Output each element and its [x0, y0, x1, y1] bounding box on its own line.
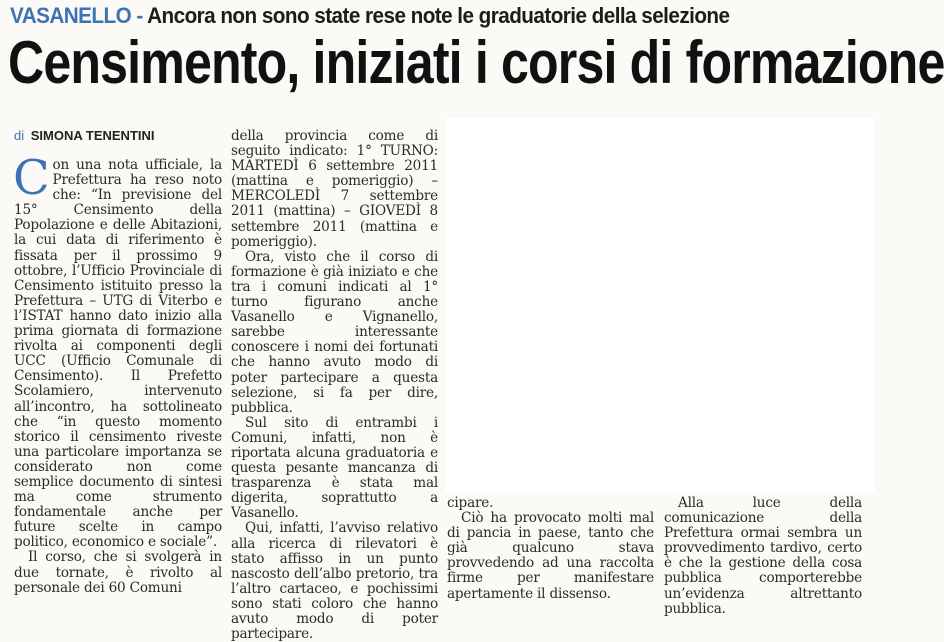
- article-column-3: [447, 496, 654, 606]
- byline-prefix: di: [14, 128, 25, 143]
- kicker-text: Ancora non sono state rese note le graduatorie della selezione: [147, 3, 730, 28]
- location-label: VASANELLO -: [10, 3, 143, 28]
- paragraph: [13, 150, 222, 551]
- article-column-4: [664, 495, 862, 617]
- paragraph: cipare.: [447, 495, 494, 511]
- paragraph: Sul sito di entrambi i Comuni, infatti, non è riportata alcuna graduatoria e questa pesante mancanza di trasparenza è stata mal digerita, soprattutto a Vasanello.: [231, 414, 438, 522]
- paragraph: Ora, visto che il corso di formazione è già iniziato e che tra i comuni indicati al 1° turno figurano anche Vasanello e Vignanello, sarebbe interessante conoscere i nomi dei fortunati che hanno avuto modo di poter partecipare a questa selezione, si fa per dire, pubblica.: [231, 248, 438, 416]
- article-column-1: [13, 150, 222, 608]
- drop-cap: C: [13, 150, 50, 206]
- headline: Censimento, iniziati i corsi di formazione: [8, 29, 944, 96]
- paragraph: Alla luce della comunicazione della Prefettura ormai sembra un provvedimento tardivo, certo è che la gestione della cosa pubblica comporterebbe un’evidenza altrettanto pubblica.: [664, 495, 862, 617]
- paragraph: Il corso, che si svolgerà in due tornate, è rivolto al personale dei 60 Comuni: [14, 549, 222, 596]
- paragraph: Ciò ha provocato molti mal di pancia in paese, tanto che già qualcuno stava provvedendo ad una raccolta firme per manifestare apertamente il dissenso.: [447, 510, 654, 602]
- byline: [14, 128, 155, 143]
- paragraph: della provincia come di seguito indicato: 1° TURNO: MARTEDÌ 6 settembre 2011 (mattina e pomeriggio) – MERCOLEDÌ 7 settembre 2011 (mattina) – GIOVEDÌ 8 settembre 2011 (mattina e pomeriggio).: [231, 128, 438, 250]
- byline-author: SIMONA TENENTINI: [30, 128, 155, 143]
- article-column-2: [231, 128, 438, 642]
- kicker-line: [10, 3, 801, 31]
- blank-area: [445, 118, 875, 492]
- paragraph-text: on una nota ufficiale, la Prefettura ha reso noto che: “In previsione del 15° Censimento della Popolazione e delle Abitazioni, la cui data di riferimento è fissata per il prossimo 9 ottobre, l’Ufficio Provinciale di Censimento istituito presso la Prefettura – UTG di Viterbo e l’ISTAT hanno dato inizio alla prima giornata di formazione rivolta ai componenti degli UCC (Ufficio Comunale di Censimento). Il Prefetto Scolamiero, intervenuto all’incontro, ha sottolineato che “in questo momento storico il censimento riveste una particolare importanza se considerato non come semplice documento di sintesi ma come strumento fondamentale anche per future scelte in campo politico, economico e sociale”.: [14, 157, 222, 551]
- paragraph: Qui, infatti, l’avviso relativo alla ricerca di rilevatori è stato affisso in un punto nascosto dell’albo pretorio, tra l’altro cartaceo, e pochissimi sono stati coloro che hanno avuto modo di poter partecipare.: [231, 520, 438, 642]
